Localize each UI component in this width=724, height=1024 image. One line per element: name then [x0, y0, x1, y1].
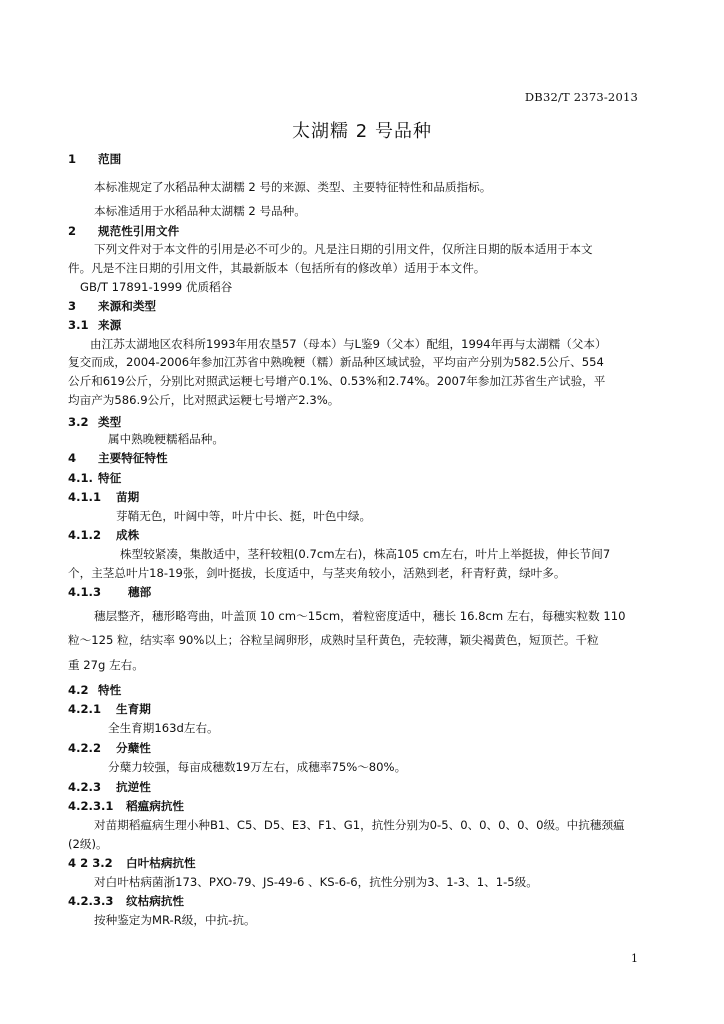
section-number: 4 2 3.2	[68, 856, 113, 870]
section-heading	[68, 585, 151, 600]
paragraph-line: 复交而成，2004-2006年参加江苏省中熟晚粳（糯）新品种区域试验，平均亩产分别为582.5公斤、554	[68, 355, 604, 369]
section-number: 1	[68, 152, 77, 166]
paragraph-line: 重 27g 左右。	[68, 658, 144, 672]
section-number: 4.2.2	[68, 741, 102, 755]
section-title: 特征	[98, 471, 122, 485]
section-title: 白叶枯病抗性	[126, 856, 196, 870]
section-heading	[68, 471, 121, 486]
section-number: 4.2.3	[68, 780, 102, 794]
paragraph-line: 均亩产为586.9公斤，比对照武运粳七号增产2.3%。	[68, 393, 340, 407]
document-number: DB32/T 2373-2013	[524, 90, 638, 104]
section-number: 4	[68, 451, 77, 465]
section-title: 抗逆性	[116, 780, 151, 794]
document-title: 太湖糯 2 号品种	[292, 121, 432, 142]
section-title: 苗期	[116, 490, 140, 504]
section-title: 来源和类型	[98, 299, 157, 313]
paragraph-line: 按种鉴定为MR-R级，中抗-抗。	[94, 913, 256, 927]
page-number: 1	[631, 952, 638, 965]
section-heading	[68, 741, 151, 756]
paragraph-line: 个，主茎总叶片18-19张，剑叶挺拔，长度适中，与茎夹角较小，活熟到老，秆青籽黄，绿叶多。	[68, 566, 566, 580]
section-number: 4.2.3.3	[68, 894, 114, 908]
paragraph-line: 下列文件对于本文件的引用是必不可少的。凡是注日期的引用文件，仅所注日期的版本适用于本文	[94, 242, 593, 256]
section-title: 主要特征特性	[98, 451, 168, 465]
section-heading	[68, 702, 151, 717]
section-number: 4.1.1	[68, 490, 102, 504]
section-number: 4.1.2	[68, 528, 102, 542]
section-heading	[68, 415, 121, 430]
section-number: 3	[68, 299, 77, 313]
paragraph-line: 芽鞘无色，叶阔中等，叶片中长、挺，叶色中绿。	[116, 509, 372, 523]
section-heading	[68, 856, 196, 871]
section-title: 类型	[98, 415, 122, 429]
section-heading	[68, 894, 184, 909]
section-number: 4.1.3	[68, 585, 102, 599]
section-heading	[68, 799, 184, 814]
paragraph-line: 对白叶枯病菌浙173、PXO-79、JS-49-6 、KS-6-6，抗性分别为3、1-3、1、1-5级。	[94, 875, 538, 889]
paragraph-line: 分蘖力较强，每亩成穗数19万左右，成穗率75%～80%。	[108, 760, 407, 774]
paragraph-line: 公斤和619公斤，分别比对照武运粳七号增产0.1%、0.53%和2.74%。2007年参加江苏省生产试验，平	[68, 374, 606, 388]
paragraph-line: 件。凡是不注日期的引用文件，其最新版本（包括所有的修改单）适用于本文件。	[68, 261, 486, 275]
section-title: 范围	[98, 152, 122, 166]
section-title: 稻瘟病抗性	[126, 799, 185, 813]
section-heading	[68, 224, 179, 239]
section-title: 分蘖性	[116, 741, 151, 755]
section-title: 特性	[98, 683, 122, 697]
section-heading	[68, 318, 121, 333]
paragraph-line: 属中熟晚粳糯稻品种。	[108, 432, 224, 446]
section-number: 3.2	[68, 415, 89, 429]
paragraph-line: 粒～125 粒，结实率 90%以上；谷粒呈阔卵形，成熟时呈秆黄色，壳较薄，颖尖褐黄色，短顶芒。千粒	[68, 633, 599, 647]
section-heading	[68, 528, 139, 543]
section-number: 3.1	[68, 318, 89, 332]
paragraph-line: 由江苏太湖地区农科所1993年用农垦57（母本）与L鉴9（父本）配组，1994年再与太湖糯（父本）	[90, 337, 607, 351]
section-heading	[68, 683, 121, 698]
section-number: 4.2	[68, 683, 89, 697]
section-number: 2	[68, 224, 77, 238]
section-heading	[68, 451, 168, 466]
section-number: 4.2.3.1	[68, 799, 114, 813]
paragraph-line: 株型较紧凑，集散适中，茎秆较粗(0.7cm左右)，株高105 cm左右，叶片上举挺拔，伸长节间7	[120, 547, 611, 561]
section-heading	[68, 490, 139, 505]
paragraph-line: 全生育期163d左右。	[108, 721, 219, 735]
section-heading	[68, 152, 121, 167]
paragraph-line: (2级)。	[68, 837, 108, 851]
section-heading	[68, 780, 151, 795]
section-number: 4.2.1	[68, 702, 102, 716]
section-title: 规范性引用文件	[98, 224, 180, 238]
section-number: 4.1.	[68, 471, 93, 485]
paragraph-line: 对苗期稻瘟病生理小种B1、C5、D5、E3、F1、G1，抗性分别为0-5、0、0、0、0、0级。中抗穗颈瘟	[94, 818, 625, 832]
section-title: 穗部	[128, 585, 152, 599]
section-title: 生育期	[116, 702, 151, 716]
section-title: 成株	[116, 528, 140, 542]
section-title: 来源	[98, 318, 122, 332]
paragraph-line: 穗层整齐，穗形略弯曲，叶盖顶 10 cm～15cm，着粒密度适中，穗长 16.8cm 左右，每穗实粒数 110	[94, 609, 626, 623]
section-heading	[68, 299, 156, 314]
paragraph-line: 本标准适用于水稻品种太湖糯 2 号品种。	[94, 204, 306, 218]
section-title: 纹枯病抗性	[126, 894, 185, 908]
reference-line: GB/T 17891-1999 优质稻谷	[80, 280, 233, 294]
paragraph-line: 本标准规定了水稻品种太湖糯 2 号的来源、类型、主要特征特性和品质指标。	[94, 180, 492, 194]
